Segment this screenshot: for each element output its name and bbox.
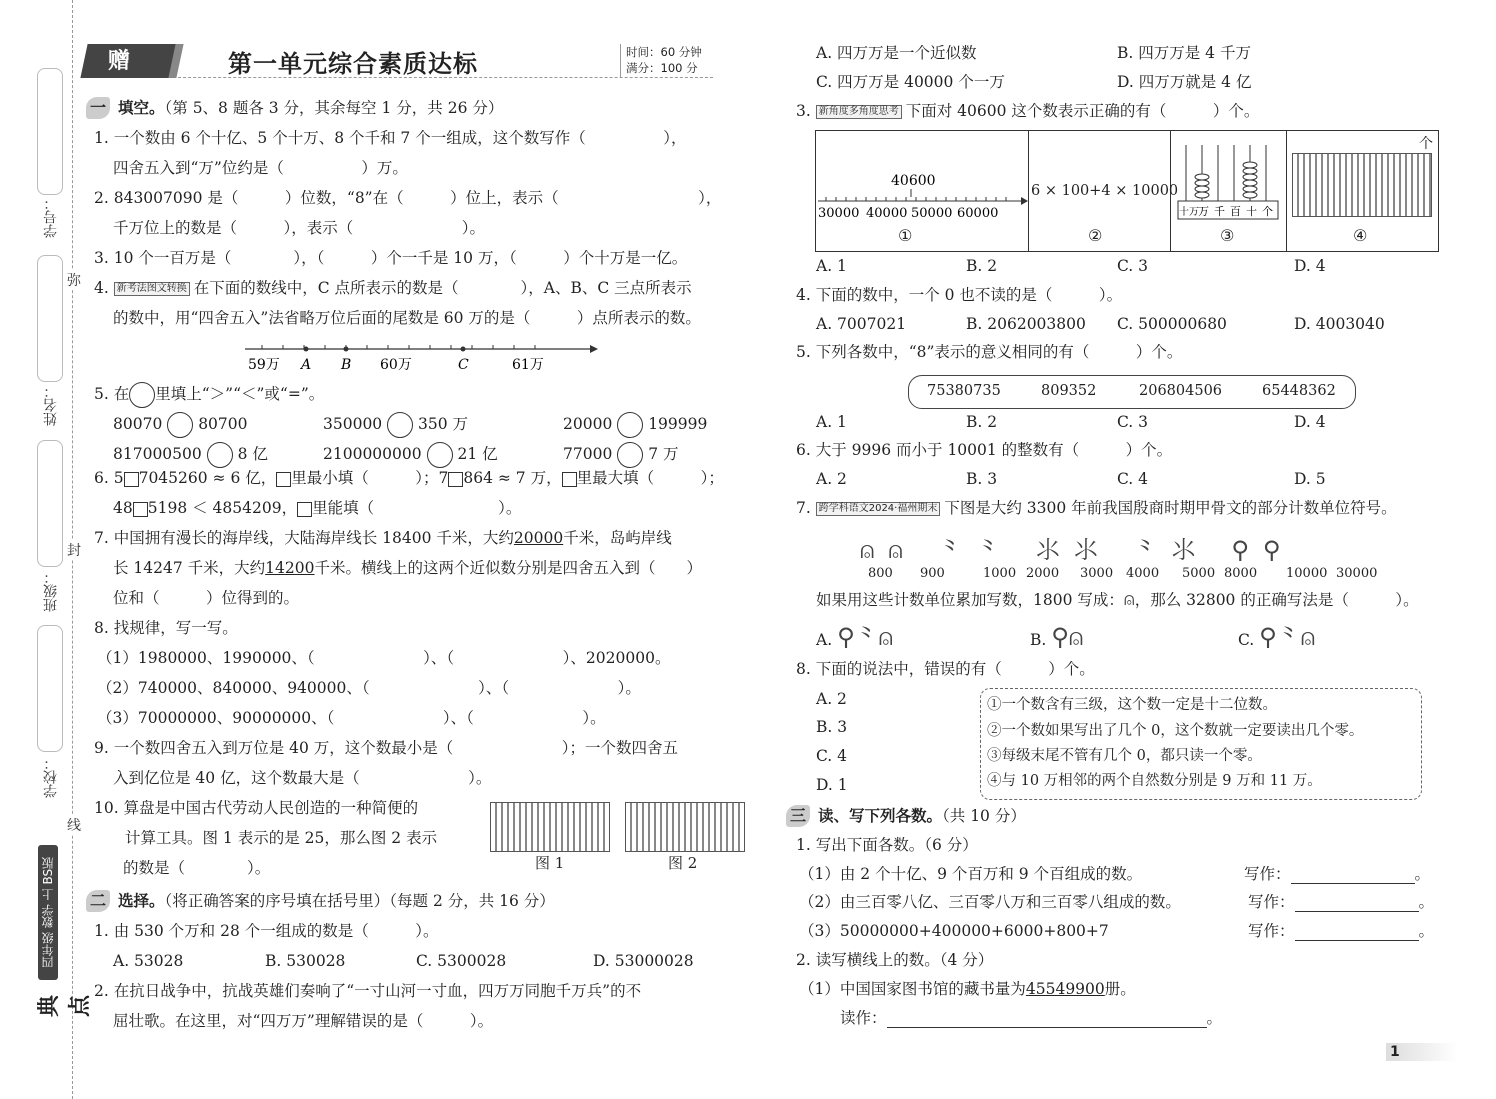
oracle-value: 10000 — [1286, 566, 1328, 581]
tick-label: 50000 — [911, 206, 953, 221]
c6-option[interactable]: C. 4 — [1117, 470, 1149, 488]
point-c — [461, 347, 466, 352]
new-angle-tag: 新角度多角度思考 — [816, 105, 902, 119]
tick-label: 30000 — [818, 206, 860, 221]
oracle-value: 8000 — [1224, 566, 1258, 581]
c2-option[interactable]: D. 四万万就是 4 亿 — [1117, 73, 1252, 91]
q5-pair: 80070 80700 — [113, 412, 248, 438]
cross-subject-tag: 跨学科语文2024·福州期末 — [816, 502, 941, 516]
section-heading — [118, 98, 503, 118]
underlined-number: 14200 — [265, 559, 315, 577]
c1-option[interactable]: D. 53000028 — [593, 952, 694, 970]
c5-option[interactable]: C. 3 — [1117, 413, 1149, 431]
gift-label: 赠 — [108, 48, 131, 74]
table-cell-3 — [1170, 131, 1287, 251]
q6-line: 6. 5 7045260 ≈ 6 亿， 里最小填（ ）；7 864 ≈ 7 万， 里最大填（ ）； — [94, 469, 724, 487]
oracle-option-icon: ⚲⍝ — [1051, 623, 1084, 651]
oracle-value: 4000 — [1126, 566, 1160, 581]
abacus-figure-2 — [625, 802, 745, 852]
section-title: 选择。 — [118, 891, 165, 910]
frame-beads — [1195, 162, 1257, 198]
expression: 6 × 100+4 × 10000 — [1031, 183, 1179, 199]
answer-line[interactable] — [1295, 940, 1419, 941]
q10-line: 的数是（ ）。 — [123, 859, 271, 877]
number-line — [240, 338, 600, 374]
table-cell-4 — [1286, 131, 1437, 251]
oracle-value: 30000 — [1336, 566, 1378, 581]
section-badge: 一 — [86, 97, 110, 119]
q1-line: 1. 一个数由 6 个十亿、5 个十万、8 个千和 7 个一组成，这个数写作（ ）， — [94, 129, 687, 147]
c4-option[interactable]: B. 2062003800 — [966, 315, 1086, 333]
underlined-number: 20000 — [513, 529, 564, 547]
q9-line: 9. 一个数四舍五入到万位是 40 万，这个数最小是（ ）；一个数四舍五 — [94, 739, 679, 757]
number-item: 75380735 — [927, 383, 1001, 399]
c7-option[interactable]: A. ⚲⺀⍝ — [816, 623, 894, 651]
c6-option[interactable]: A. 2 — [816, 470, 847, 488]
q1-line: 四舍五入到“万”位约是（ ）万。 — [113, 159, 408, 177]
c5-option[interactable]: B. 2 — [966, 413, 998, 431]
section-heading — [818, 806, 1026, 826]
c6-option[interactable]: D. 5 — [1294, 470, 1326, 488]
q8-line: （1）1980000、1990000、（ ）、（ ）、2020000。 — [97, 649, 671, 667]
statements-box — [980, 688, 1422, 800]
section-title: 读、写下列各数。 — [818, 806, 943, 825]
section-badge: 二 — [86, 890, 110, 912]
number-item: 65448362 — [1262, 383, 1336, 399]
table-cell-2 — [1028, 131, 1179, 251]
c7-option[interactable]: B. ⚲⍝ — [1030, 623, 1084, 651]
section-note: （第 5、8 题各 3 分，其余每空 1 分，共 26 分） — [164, 99, 504, 117]
option-label: ④ — [1353, 226, 1368, 245]
q4-num: 4. — [94, 279, 109, 297]
place-label: 个 — [1262, 205, 1273, 218]
c1-option[interactable]: C. 5300028 — [416, 952, 507, 970]
page-title: 第一单元综合素质达标 — [228, 49, 478, 78]
compare-circle[interactable] — [167, 412, 193, 438]
place-label: 十 — [1246, 205, 1257, 218]
axis-label-61w: 61万 — [512, 357, 544, 373]
write-answer: 写作： 。 — [1248, 893, 1435, 911]
line-top-label: 40600 — [891, 173, 936, 189]
oracle-value: 800 — [868, 566, 893, 581]
c6-option[interactable]: B. 3 — [966, 470, 998, 488]
c5-option[interactable]: D. 4 — [1294, 413, 1326, 431]
time-box — [620, 44, 716, 78]
section-heading — [118, 891, 555, 911]
c2-option[interactable]: A. 四万万是一个近似数 — [816, 44, 977, 62]
oracle-value: 900 — [920, 566, 945, 581]
abacus-figure-1 — [490, 802, 610, 852]
c2-option[interactable]: B. 四万万是 4 千万 — [1117, 44, 1251, 62]
q5-lead: 5. 在 — [94, 385, 130, 403]
r2-question: 2. 读写横线上的数。（4 分） — [796, 951, 994, 969]
answer-line[interactable] — [887, 1027, 1207, 1028]
q4-text: 在下面的数线中，C 点所表示的数是（ ），A、B、C 三点所表示 — [193, 279, 692, 297]
c8-option[interactable]: D. 1 — [816, 776, 848, 794]
oracle-option-icon: ⚲⺀⍝ — [837, 623, 894, 651]
digit-box[interactable] — [124, 472, 139, 487]
c1-option[interactable]: A. 53028 — [113, 952, 184, 970]
r1-question: 1. 写出下面各数。（6 分） — [796, 836, 978, 854]
q7-line: 位和（ ）位得到的。 — [113, 589, 300, 607]
answer-line[interactable] — [1295, 911, 1419, 912]
axis-label-c: C — [458, 357, 469, 373]
r1-item: （2）由三百零八亿、三百零八万和三百零八组成的数。 — [799, 893, 1181, 911]
name-field[interactable] — [37, 255, 63, 382]
gift-banner — [80, 44, 179, 78]
line-ticks — [826, 197, 1006, 201]
binding-strip — [0, 0, 93, 1099]
axis-label-59w: 59万 — [248, 357, 280, 373]
point-a — [304, 347, 309, 352]
tick-label: 60000 — [957, 206, 999, 221]
q8-line: （2）740000、840000、940000、（ ）、（ ）。 — [97, 679, 641, 697]
statement: ③每级末尾不管有几个 0，都只读一个零。 — [987, 748, 1262, 764]
compare-circle — [129, 382, 155, 408]
class-label: 班级： — [43, 570, 59, 612]
r1-item: （1）由 2 个十亿、9 个百万和 9 个百组成的数。 — [799, 865, 1143, 883]
digit-box[interactable] — [133, 502, 148, 517]
q4-line — [94, 278, 692, 298]
c1-option[interactable]: B. 530028 — [265, 952, 346, 970]
q8-line: （3）70000000、90000000、（ ）、（ ）。 — [97, 709, 606, 727]
q8-line: 8. 找规律，写一写。 — [94, 619, 238, 637]
school-field[interactable] — [37, 625, 63, 752]
q9-line: 入到亿位是 40 亿，这个数最大是（ ）。 — [113, 769, 492, 787]
ticked-number-line — [816, 131, 1028, 226]
c3-option[interactable]: C. 3 — [1117, 257, 1149, 275]
c6-question: 6. 大于 9996 而小于 10001 的整数有（ ）个。 — [796, 441, 1173, 459]
grade-tag: 四年级 数学 上 BS版 — [38, 845, 58, 980]
new-method-tag: 新考法图文转换 — [114, 282, 190, 296]
q7-line: 7. 中国拥有漫长的海岸线，大陆海岸线长 18400 千米，大约20000千米，岛屿岸线 — [94, 529, 672, 547]
digit-box — [562, 472, 577, 487]
student-id-label: 学号： — [43, 196, 59, 238]
c7-question-2: 如果用这些计数单位累加写数，1800 写成：⍝，那么 32800 的正确写法是（ ）。 — [816, 589, 1419, 610]
c2-question: 屈壮歌。在这里，对“四万万”理解错误的是（ ）。 — [113, 1012, 494, 1030]
axis-label-b: B — [341, 357, 352, 373]
q3-line: 3. 10 个一百万是（ ），（ ）个一千是 10 万，（ ）个十万是一亿。 — [94, 249, 688, 267]
read-answer: 读作： 。 — [840, 1009, 1223, 1027]
statement: ①一个数含有三级，这个数一定是十二位数。 — [987, 697, 1277, 713]
digit-box — [276, 472, 291, 487]
statement: ④与 10 万相邻的两个自然数分别是 9 万和 11 万。 — [987, 773, 1322, 789]
number-box — [908, 375, 1356, 409]
compare-circle[interactable] — [617, 412, 643, 438]
number-line-arrow — [590, 345, 598, 353]
c5-question: 5. 下列各数中，“8”表示的意义相同的有（ ）个。 — [796, 343, 1183, 361]
place-label: 千 — [1214, 205, 1225, 218]
oracle-value: 3000 — [1080, 566, 1114, 581]
q10-line: 10. 算盘是中国古代劳动人民创造的一种简便的 — [94, 799, 419, 817]
point-b — [344, 347, 349, 352]
brand-logo: 典点 — [37, 994, 93, 1017]
q5-rest: 里填上“＞”“＜”或“=”。 — [155, 385, 325, 403]
c8-option[interactable]: B. 3 — [816, 718, 848, 736]
write-answer: 写作： 。 — [1244, 865, 1431, 883]
oracle-glyphs: ⍝⍝ ⺀⺀ ⺢⺢ ⺀⺢ ⚲⚲ — [860, 536, 1295, 564]
section-note: （共 10 分） — [942, 807, 1026, 825]
axis-label-60w: 60万 — [380, 357, 412, 373]
write-answer: 写作： 。 — [1248, 922, 1435, 940]
cut-char: 封 — [67, 540, 81, 560]
digit-box[interactable] — [448, 472, 463, 487]
compare-circle[interactable] — [207, 442, 233, 468]
c4-option[interactable]: C. 500000680 — [1117, 315, 1227, 333]
c3-question: 3. 新角度多角度思考 下面对 40600 这个数表示正确的有（ ）个。 — [796, 102, 1260, 120]
oracle-option-icon: ⚲⺀⍝ — [1259, 623, 1316, 651]
c4-option[interactable]: A. 7007021 — [816, 315, 907, 333]
digit-box — [297, 502, 312, 517]
student-id-field[interactable] — [37, 68, 63, 195]
header-rule — [178, 77, 713, 78]
time-limit: 时间：60 分钟 — [626, 45, 702, 59]
place-label: 万 — [1198, 205, 1209, 218]
option-label: ① — [898, 226, 913, 245]
counting-frame — [1170, 131, 1286, 223]
compare-circle[interactable] — [617, 442, 643, 468]
q4-line: 的数中，用“四舍五入”法省略万位后面的尾数是 60 万的是（ ）点所表示的数。 — [113, 309, 701, 327]
c8-option[interactable]: C. 4 — [816, 747, 848, 765]
table-cell-1 — [816, 131, 1029, 251]
c4-question: 4. 下面的数中，一个 0 也不读的是（ ）。 — [796, 286, 1123, 304]
q5-pair: 77000 7 万 — [563, 442, 678, 468]
figure-1-caption: 图 1 — [535, 854, 565, 872]
cut-char: 弥 — [67, 270, 81, 290]
q5-pair: 20000 199999 — [563, 412, 707, 438]
option-label: ② — [1088, 226, 1103, 245]
c5-option[interactable]: A. 1 — [816, 413, 847, 431]
full-score: 满分：100 分 — [626, 61, 698, 75]
q2-line: 千万位上的数是（ ），表示（ ）。 — [113, 219, 486, 237]
c3-option[interactable]: A. 1 — [816, 257, 847, 275]
q2-line: 2. 843007090 是（ ）位数，“8”在（ ）位上，表示（ ）， — [94, 189, 722, 207]
class-field[interactable] — [37, 440, 63, 567]
q10-line: 计算工具。图 1 表示的是 25，那么图 2 表示 — [125, 829, 438, 847]
abacus-figure — [1292, 153, 1432, 217]
c3-option[interactable]: D. 4 — [1294, 257, 1326, 275]
section-note: （将正确答案的序号填在括号里）（每题 2 分，共 16 分） — [164, 892, 555, 910]
q5-line — [94, 382, 324, 408]
c2-question: 2. 在抗日战争中，抗战英雄们奏响了“一寸山河一寸血，四万万同胞千万兵”的不 — [94, 982, 642, 1000]
representation-table — [815, 130, 1439, 252]
underlined-number: 45549900 — [1025, 980, 1105, 998]
c8-option[interactable]: A. 2 — [816, 690, 847, 708]
r1-item: （3）50000000+400000+6000+800+7 — [799, 922, 1109, 940]
compare-circle[interactable] — [387, 412, 413, 438]
oracle-value: 5000 — [1182, 566, 1216, 581]
page-number: 1 — [1386, 1043, 1458, 1061]
c1-question: 1. 由 530 个万和 28 个一组成的数是（ ）。 — [94, 922, 439, 940]
c7-question: 7. 跨学科语文2024·福州期末 下图是大约 3300 年前我国殷商时期甲骨文的部分计数单位符号。 — [796, 499, 1397, 517]
compare-circle[interactable] — [427, 442, 453, 468]
axis-label-a: A — [301, 357, 312, 373]
place-label: 十万 — [1179, 207, 1199, 218]
q6-line: 48 5198 ＜ 4854209， 里能填（ ）。 — [113, 499, 522, 517]
figure-2-caption: 图 2 — [668, 854, 698, 872]
abacus-ones-label: 个 — [1419, 136, 1433, 152]
number-line-ticks — [262, 345, 535, 349]
oracle-example-icon: ⍝ — [1123, 589, 1135, 610]
c8-question: 8. 下面的说法中，错误的有（ ）个。 — [796, 660, 1095, 678]
school-label: 学校： — [43, 756, 59, 798]
number-item: 206804506 — [1139, 383, 1223, 399]
r2-item: （1）中国国家图书馆的藏书量为45549900册。 — [799, 980, 1136, 998]
section-title: 填空。 — [118, 98, 165, 117]
place-label: 百 — [1230, 205, 1241, 218]
answer-line[interactable] — [1291, 883, 1415, 884]
option-label: ③ — [1220, 226, 1235, 245]
oracle-value: 1000 — [983, 566, 1017, 581]
c2-option[interactable]: C. 四万万是 40000 个一万 — [816, 73, 1005, 91]
q5-pair: 817000500 8 亿 — [113, 442, 268, 468]
tick-label: 40000 — [866, 206, 908, 221]
number-item: 809352 — [1041, 383, 1097, 399]
q7-line: 长 14247 千米，大约14200千米。横线上的这两个近似数分别是四舍五入到（ ） — [113, 559, 702, 577]
c4-option[interactable]: D. 4003040 — [1294, 315, 1385, 333]
q5-pair: 350000 350 万 — [323, 412, 468, 438]
oracle-value: 2000 — [1026, 566, 1060, 581]
name-label: 姓名： — [43, 384, 59, 426]
cut-char: 线 — [67, 815, 81, 835]
q5-pair: 2100000000 21 亿 — [323, 442, 498, 468]
line-arrow — [1021, 197, 1028, 205]
section-badge: 三 — [786, 805, 810, 827]
c3-option[interactable]: B. 2 — [966, 257, 998, 275]
c7-option[interactable]: C. ⚲⺀⍝ — [1238, 623, 1316, 651]
statement: ②一个数如果写出了几个 0，这个数就一定要读出几个零。 — [987, 723, 1364, 739]
